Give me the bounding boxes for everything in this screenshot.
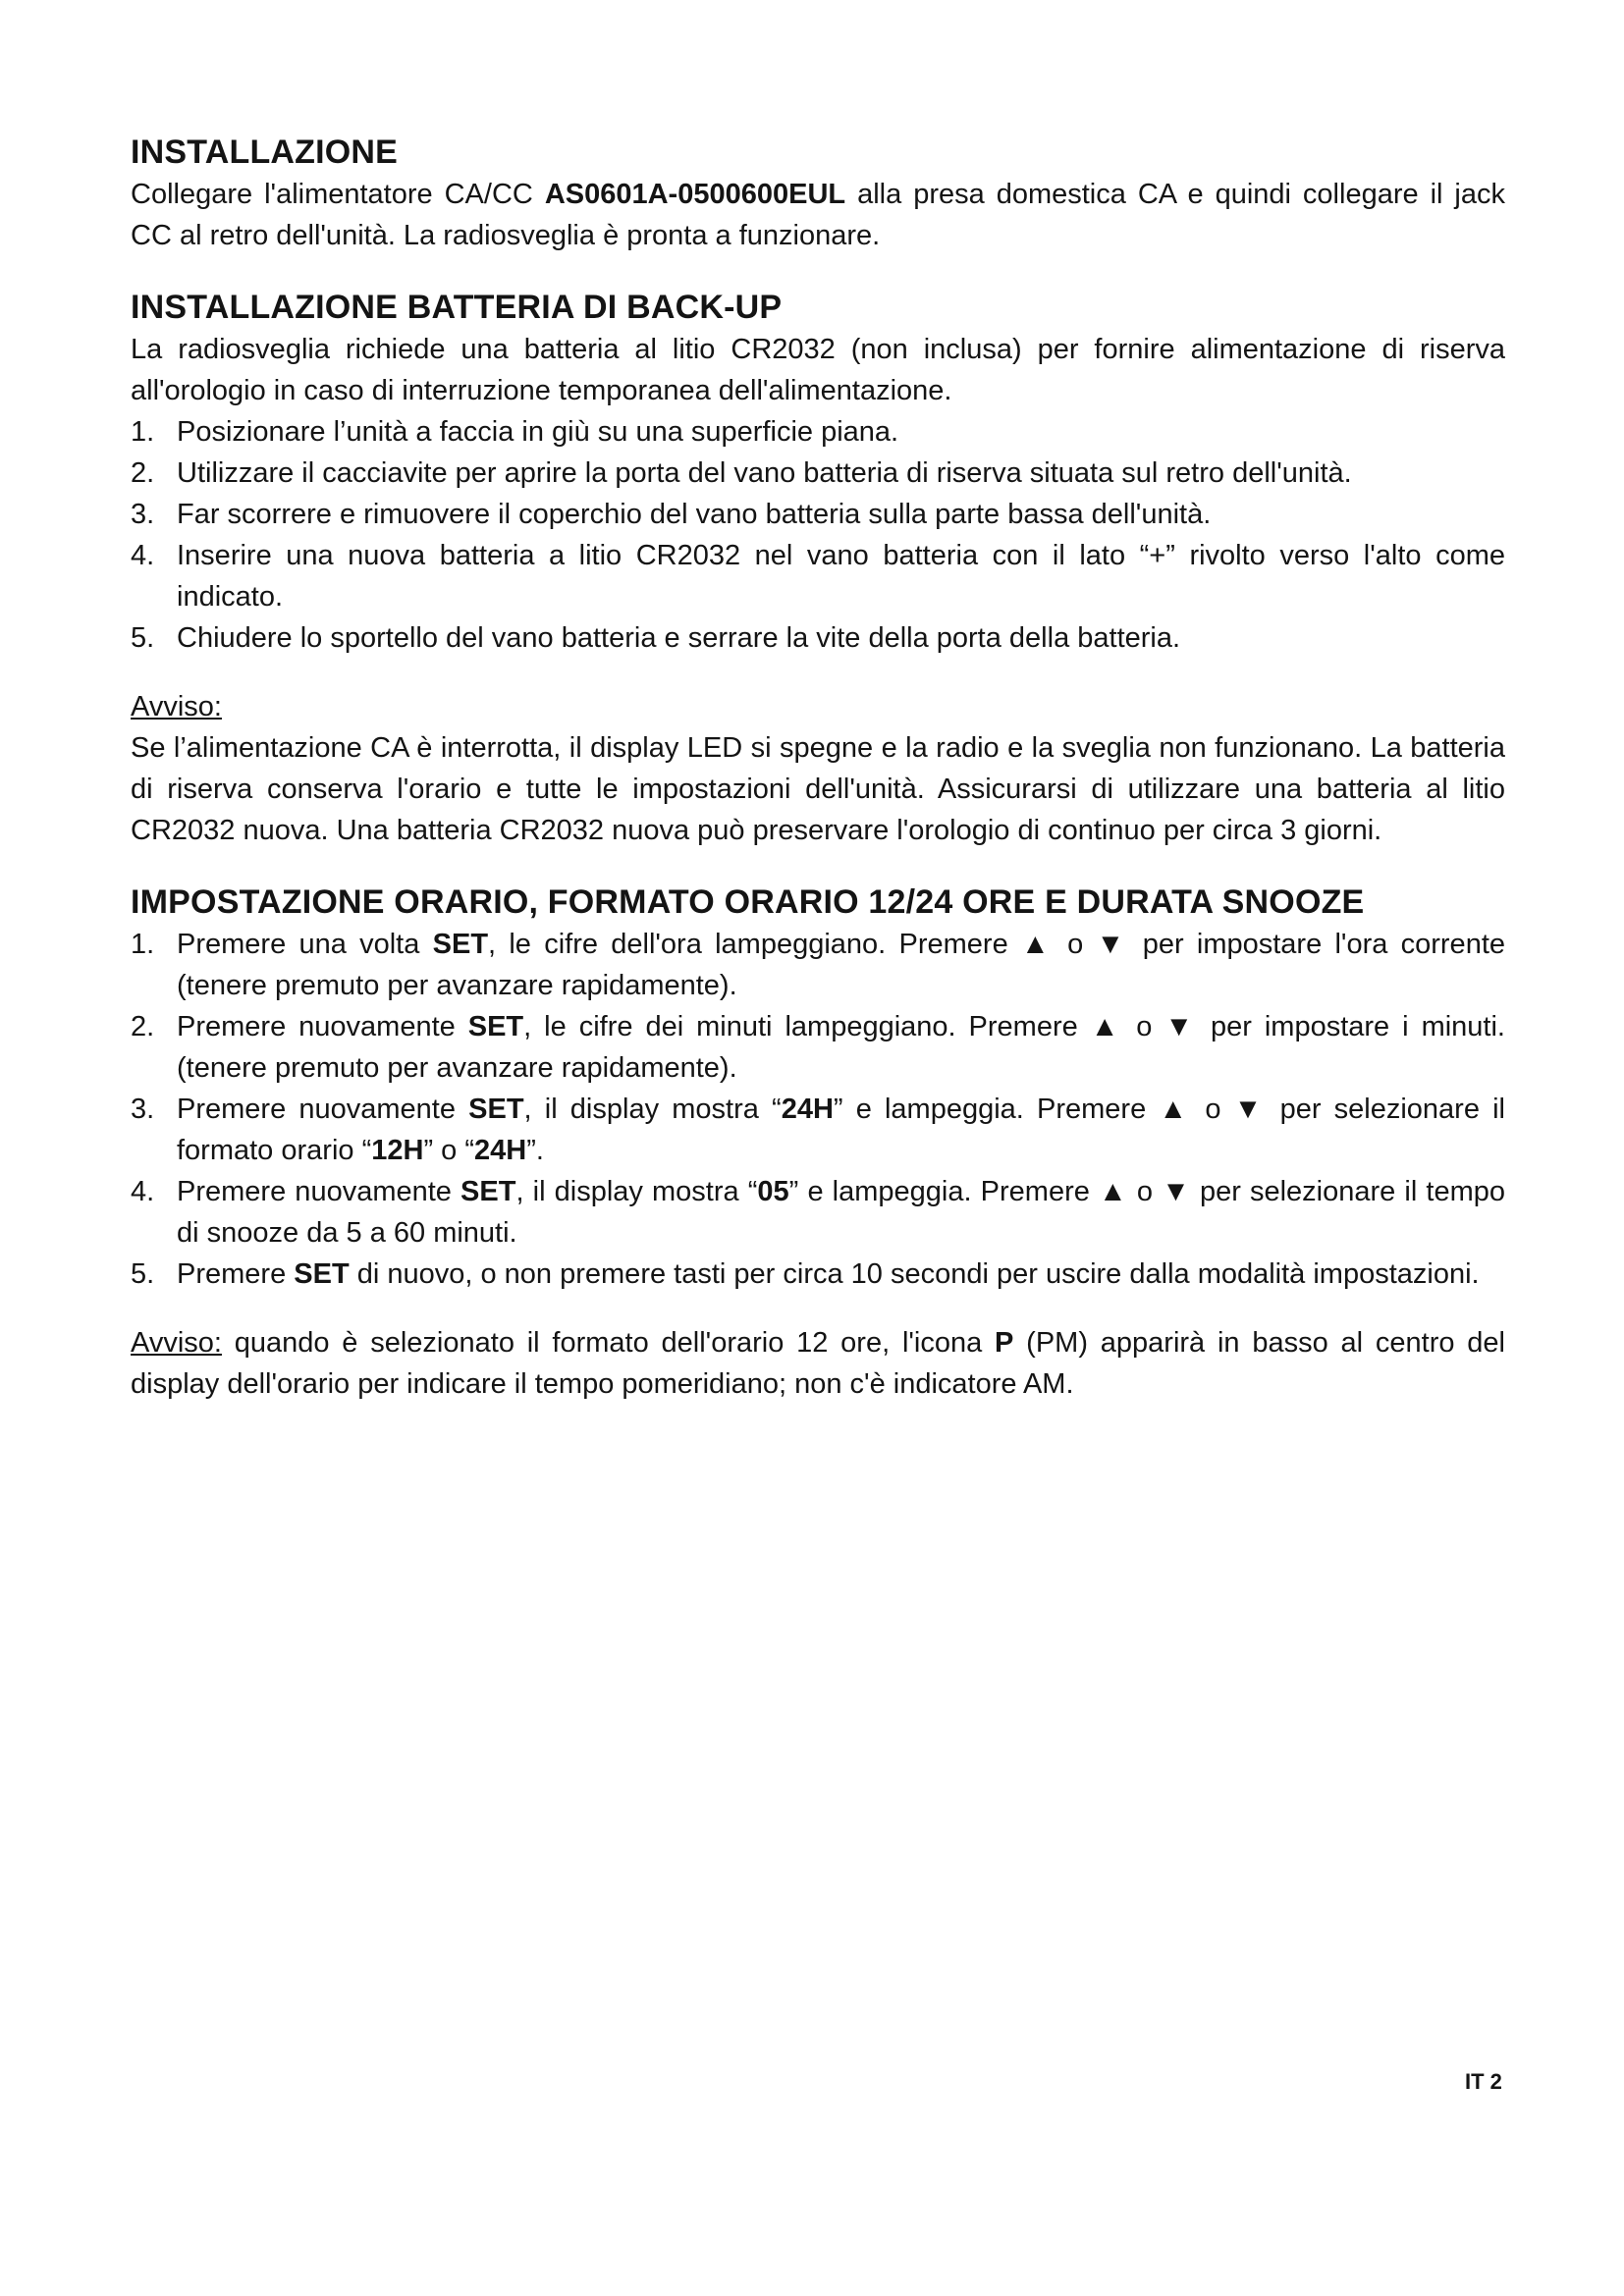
- list-item: [131, 617, 1505, 659]
- text-run: Premere: [177, 1258, 295, 1290]
- list-number: 3.: [131, 499, 155, 530]
- text-run: ” o “: [423, 1135, 474, 1166]
- text-run: , le cifre dell'ora lampeggiano. Premere ▲ o ▼ per impostare l'ora corrente (tenere premuto per avanzare rapidamente).: [177, 929, 1506, 1001]
- text-run: ” e lampeggia. Premere ▲ o ▼ per selezionare il formato orario “: [177, 1094, 1505, 1166]
- list-item: [131, 535, 1505, 617]
- display-value: 12H: [371, 1135, 424, 1166]
- list-item: [131, 1254, 1505, 1295]
- section-batteria-backup: [131, 288, 1505, 851]
- list-number: 1.: [131, 929, 155, 960]
- battery-steps-list: [131, 411, 1505, 659]
- section-installazione: [131, 133, 1505, 256]
- list-text: Posizionare l’unità a faccia in giù su una superficie piana.: [177, 416, 899, 448]
- time-notice-paragraph: [131, 1322, 1505, 1405]
- set-key-label: SET: [460, 1176, 516, 1207]
- page-number: IT 2: [1465, 2069, 1502, 2094]
- text-run: Premere nuovamente: [177, 1094, 469, 1125]
- time-steps-list: [131, 924, 1505, 1295]
- text-run: Premere una volta: [177, 929, 433, 960]
- display-value: 24H: [474, 1135, 527, 1166]
- display-value: 05: [757, 1176, 789, 1207]
- text-run: (PM) apparirà in basso al centro del display dell'orario per indicare il tempo pomeridiano; non c'è indicatore AM.: [131, 1327, 1505, 1400]
- section-title: IMPOSTAZIONE ORARIO, FORMATO ORARIO 12/24 ORE E DURATA SNOOZE: [131, 883, 1365, 921]
- list-number: 4.: [131, 1176, 155, 1207]
- document-page: [131, 133, 1505, 1436]
- list-text: Chiudere lo sportello del vano batteria e serrare la vite della porta della batteria.: [177, 622, 1181, 654]
- text-run: ”.: [526, 1135, 544, 1166]
- notice-label: [131, 686, 1505, 727]
- list-item: [131, 924, 1505, 1006]
- list-number: 4.: [131, 540, 155, 571]
- model-number: AS0601A-0500600EUL: [544, 179, 846, 210]
- text-run: , il display mostra “: [515, 1176, 758, 1207]
- list-item: [131, 1089, 1505, 1171]
- set-key-label: SET: [432, 929, 489, 960]
- notice-label-text: Avviso:: [131, 691, 222, 722]
- pm-icon-label: P: [995, 1327, 1014, 1359]
- list-item: [131, 453, 1505, 494]
- section-title: INSTALLAZIONE BATTERIA DI BACK-UP: [131, 289, 783, 326]
- list-number: 2.: [131, 457, 155, 489]
- set-key-label: SET: [294, 1258, 350, 1290]
- text-run: ” e lampeggia. Premere ▲ o ▼ per selezionare il tempo di snooze da 5 a 60 minuti.: [177, 1176, 1505, 1249]
- list-number: 1.: [131, 416, 155, 448]
- section-title: INSTALLAZIONE: [131, 133, 399, 171]
- set-key-label: SET: [468, 1094, 524, 1125]
- list-item: [131, 494, 1505, 535]
- section-impostazione-orario: [131, 882, 1505, 1405]
- list-item: [131, 1171, 1505, 1254]
- text-run: , le cifre dei minuti lampeggiano. Premere ▲ o ▼ per impostare i minuti. (tenere premuto per avanzare rapidamente).: [177, 1011, 1505, 1084]
- list-text: Far scorrere e rimuovere il coperchio del vano batteria sulla parte bassa dell'unità.: [177, 499, 1212, 530]
- list-number: 2.: [131, 1011, 155, 1042]
- list-number: 5.: [131, 1258, 155, 1290]
- battery-intro: La radiosveglia richiede una batteria al litio CR2032 (non inclusa) per fornire alimentazione di riserva all'orologio in caso di interruzione temporanea dell'alimentazione.: [131, 334, 1505, 406]
- text-run: quando è selezionato il formato dell'orario 12 ore, l'icona: [221, 1327, 996, 1359]
- text-run: Collegare l'alimentatore CA/CC: [131, 179, 545, 210]
- text-run: Premere nuovamente: [177, 1176, 461, 1207]
- text-run: , il display mostra “: [523, 1094, 782, 1125]
- notice-label-text: Avviso:: [131, 1327, 222, 1359]
- text-run: Premere nuovamente: [177, 1011, 468, 1042]
- installation-paragraph: [131, 174, 1505, 256]
- set-key-label: SET: [467, 1011, 524, 1042]
- display-value: 24H: [781, 1094, 834, 1125]
- text-run: alla presa domestica CA e quindi collegare il jack CC al retro dell'unità. La radiosveglia è pronta a funzionare.: [131, 179, 1505, 251]
- list-text: Utilizzare il cacciavite per aprire la porta del vano batteria di riserva situata sul retro dell'unità.: [177, 457, 1352, 489]
- list-text: Inserire una nuova batteria a litio CR2032 nel vano batteria con il lato “+” rivolto verso l'alto come indicato.: [177, 540, 1505, 613]
- list-number: 3.: [131, 1094, 155, 1125]
- list-item: [131, 1006, 1505, 1089]
- text-run: di nuovo, o non premere tasti per circa 10 secondi per uscire dalla modalità impostazioni.: [349, 1258, 1480, 1290]
- notice-paragraph: Se l’alimentazione CA è interrotta, il display LED si spegne e la radio e la sveglia non funzionano. La batteria di riserva conserva l'orario e tutte le impostazioni dell'unità. Assicurarsi di utilizzare una batteria al litio CR2032 nuova. Una batteria CR2032 nuova può preservare l'orologio di continuo per circa 3 giorni.: [131, 732, 1505, 846]
- list-item: [131, 411, 1505, 453]
- list-number: 5.: [131, 622, 155, 654]
